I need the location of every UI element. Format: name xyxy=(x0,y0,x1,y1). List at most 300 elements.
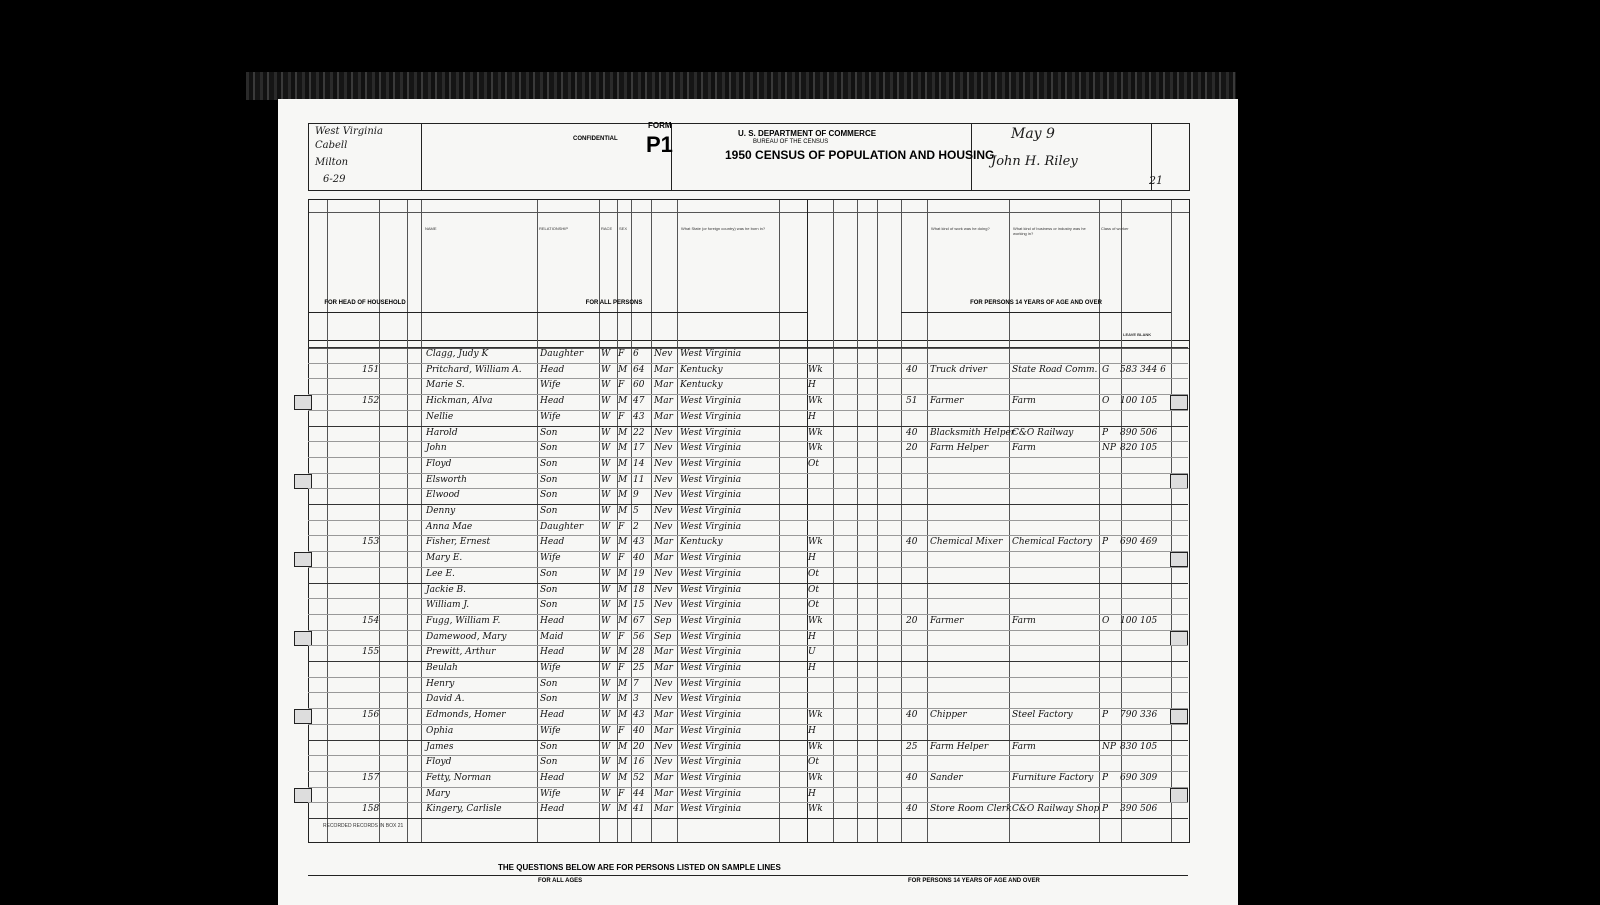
cell-sex: M xyxy=(618,615,628,626)
cell-hrs: 51 xyxy=(906,396,918,407)
cell-race: W xyxy=(601,647,611,658)
cell-age: 52 xyxy=(633,772,645,783)
cell-birth: West Virginia xyxy=(680,631,742,642)
cell-serial: 153 xyxy=(362,537,380,548)
cell-birth: Kentucky xyxy=(680,364,723,375)
cell-name: Floyd xyxy=(426,458,452,469)
row-rule xyxy=(308,740,1188,741)
cell-name: Lee E. xyxy=(426,568,455,579)
cell-rel: Son xyxy=(540,568,558,579)
cell-race: W xyxy=(601,506,611,516)
cell-age: 43 xyxy=(633,537,645,548)
cell-cls: O xyxy=(1102,615,1110,626)
cell-ind: Farm xyxy=(1012,443,1036,454)
cell-age: 7 xyxy=(633,678,639,689)
cell-rel: Son xyxy=(540,741,558,752)
cell-age: 20 xyxy=(633,741,645,752)
cell-ms: Mar xyxy=(654,411,673,422)
cell-ms: Mar xyxy=(654,710,673,721)
cell-name: Henry xyxy=(426,678,455,689)
cell-ms: Mar xyxy=(654,772,673,783)
cell-code: 100 105 xyxy=(1120,396,1158,407)
cell-ms: Mar xyxy=(654,553,673,564)
cell-birth: West Virginia xyxy=(680,349,742,359)
table-row xyxy=(308,474,1188,490)
table-row xyxy=(308,693,1188,709)
cell-birth: West Virginia xyxy=(680,710,742,721)
cell-hrs: 40 xyxy=(906,772,918,783)
cell-ms: Mar xyxy=(654,725,673,736)
row-rule xyxy=(308,708,1188,709)
sample-line-marker xyxy=(1170,631,1188,646)
col-head-relationship: RELATIONSHIP xyxy=(539,226,569,231)
sample-line-marker xyxy=(294,395,312,410)
row-rule xyxy=(308,692,1188,693)
cell-ms: Nev xyxy=(654,443,673,454)
cell-sex: M xyxy=(618,600,628,611)
cell-occ: Farmer xyxy=(930,615,964,626)
cell-ms: Mar xyxy=(654,804,673,815)
cell-birth: West Virginia xyxy=(680,474,742,485)
col-head-leave-blank: LEAVE BLANK xyxy=(1123,332,1152,337)
cell-name: Beulah xyxy=(426,663,458,673)
cell-name: Hickman, Alva xyxy=(426,396,493,407)
cell-race: W xyxy=(601,553,611,564)
cell-race: W xyxy=(601,725,611,736)
form-label: FORM xyxy=(648,121,672,130)
cell-ws: Ot xyxy=(808,568,819,579)
cell-birth: West Virginia xyxy=(680,600,742,611)
cell-name: Damewood, Mary xyxy=(426,631,507,642)
cell-sex: M xyxy=(618,647,628,658)
row-rule xyxy=(308,567,1188,568)
cell-name: Jackie B. xyxy=(426,584,467,595)
cell-ws: H xyxy=(808,631,816,642)
cell-cls: P xyxy=(1102,772,1109,783)
cell-sex: M xyxy=(618,506,628,516)
cell-race: W xyxy=(601,521,611,532)
cell-ind: Farm xyxy=(1012,741,1036,752)
col-head-race: RACE xyxy=(601,226,613,231)
cell-birth: West Virginia xyxy=(680,757,742,768)
enumerator-value: John H. Riley xyxy=(991,154,1078,169)
cell-ws: Ot xyxy=(808,584,819,595)
cell-race: W xyxy=(601,396,611,407)
cell-name: Elwood xyxy=(426,490,460,501)
cell-ws: Ot xyxy=(808,458,819,469)
cell-cls: G xyxy=(1102,364,1110,375)
bottom-note: RECORDED RECORDS IN BOX 21 xyxy=(323,823,404,829)
cell-hrs: 40 xyxy=(906,364,918,375)
cell-rel: Son xyxy=(540,506,558,516)
col-head-name: NAME xyxy=(425,226,437,231)
cell-birth: West Virginia xyxy=(680,490,742,501)
cell-name: Kingery, Carlisle xyxy=(426,804,502,815)
table-row xyxy=(308,395,1188,411)
cell-rel: Son xyxy=(540,757,558,768)
cell-race: W xyxy=(601,710,611,721)
cell-sex: M xyxy=(618,443,628,454)
row-rule xyxy=(308,363,1188,364)
cell-age: 40 xyxy=(633,553,645,564)
cell-sex: M xyxy=(618,474,628,485)
table-row xyxy=(308,379,1188,395)
cell-race: W xyxy=(601,600,611,611)
cell-hrs: 20 xyxy=(906,443,918,454)
cell-ms: Mar xyxy=(654,380,673,391)
cell-race: W xyxy=(601,380,611,391)
cell-ws: Wk xyxy=(808,443,823,454)
cell-birth: West Virginia xyxy=(680,506,742,516)
cell-race: W xyxy=(601,615,611,626)
cell-hrs: 25 xyxy=(906,741,918,752)
row-rule xyxy=(308,410,1188,411)
cell-name: Edmonds, Homer xyxy=(426,710,506,721)
cell-sex: M xyxy=(618,584,628,595)
cell-sex: F xyxy=(618,349,625,359)
cell-sex: F xyxy=(618,553,625,564)
cell-birth: West Virginia xyxy=(680,411,742,422)
row-rule xyxy=(308,677,1188,678)
cell-name: Mary xyxy=(426,788,450,799)
cell-ind: Steel Factory xyxy=(1012,710,1073,721)
cell-ms: Nev xyxy=(654,568,673,579)
row-rule xyxy=(308,488,1188,489)
table-row xyxy=(308,489,1188,505)
q-right-label: FOR PERSONS 14 YEARS OF AGE AND OVER xyxy=(908,878,1040,884)
table-row xyxy=(308,725,1188,741)
cell-ws: Ot xyxy=(808,757,819,768)
row-rule xyxy=(308,520,1188,521)
table-row xyxy=(308,505,1188,521)
cell-rel: Head xyxy=(540,710,565,721)
cell-ind: C&O Railway xyxy=(1012,427,1074,438)
cell-ms: Nev xyxy=(654,349,673,359)
cell-sex: M xyxy=(618,804,628,815)
enumerator-cell xyxy=(971,124,1152,190)
cell-cls: P xyxy=(1102,710,1109,721)
cell-rel: Son xyxy=(540,584,558,595)
cell-occ: Farmer xyxy=(930,396,964,407)
cell-sex: M xyxy=(618,458,628,469)
cell-cls: NP xyxy=(1102,741,1116,752)
cell-sex: M xyxy=(618,741,628,752)
cell-race: W xyxy=(601,631,611,642)
cell-race: W xyxy=(601,349,611,359)
table-row xyxy=(308,427,1188,443)
section-persons-14: FOR PERSONS 14 YEARS OF AGE AND OVER xyxy=(901,300,1171,313)
cell-occ: Sander xyxy=(930,772,963,783)
census-title: 1950 CENSUS OF POPULATION AND HOUSING xyxy=(725,148,995,162)
cell-code: 100 105 xyxy=(1120,615,1158,626)
row-rule xyxy=(308,473,1188,474)
cell-age: 19 xyxy=(633,568,645,579)
cell-hrs: 40 xyxy=(906,427,918,438)
cell-age: 15 xyxy=(633,600,645,611)
cell-serial: 151 xyxy=(362,364,380,375)
cell-sex: M xyxy=(618,772,628,783)
place-value: Milton xyxy=(315,157,349,168)
cell-race: W xyxy=(601,584,611,595)
cell-race: W xyxy=(601,443,611,454)
cell-rel: Son xyxy=(540,678,558,689)
cell-ms: Nev xyxy=(654,490,673,501)
cell-hrs: 40 xyxy=(906,537,918,548)
cell-rel: Daughter xyxy=(540,521,584,532)
col-head-sex: SEX xyxy=(619,226,628,231)
cell-ms: Sep xyxy=(654,615,672,626)
table-row xyxy=(308,646,1188,662)
cell-hrs: 40 xyxy=(906,710,918,721)
cell-ws: Wk xyxy=(808,537,823,548)
sample-line-marker xyxy=(294,474,312,489)
cell-birth: West Virginia xyxy=(680,584,742,595)
cell-rel: Son xyxy=(540,443,558,454)
cell-birth: West Virginia xyxy=(680,553,742,564)
row-rule xyxy=(308,457,1188,458)
cell-ind: Farm xyxy=(1012,396,1036,407)
col-head-occupation: What kind of work was he doing? xyxy=(931,226,990,231)
sample-line-marker xyxy=(1170,395,1188,410)
cell-race: W xyxy=(601,741,611,752)
cell-sex: F xyxy=(618,380,625,391)
cell-name: William J. xyxy=(426,600,470,611)
cell-rel: Maid xyxy=(540,631,564,642)
cell-ind: Chemical Factory xyxy=(1012,537,1093,548)
cell-ws: Ot xyxy=(808,600,819,611)
cell-birth: West Virginia xyxy=(680,678,742,689)
cell-age: 11 xyxy=(633,474,645,485)
state-value: West Virginia xyxy=(315,126,383,137)
cell-birth: West Virginia xyxy=(680,568,742,579)
cell-code: 820 105 xyxy=(1120,443,1158,454)
cell-ms: Nev xyxy=(654,694,673,705)
row-rule xyxy=(308,378,1188,379)
cell-birth: Kentucky xyxy=(680,537,723,548)
cell-ms: Nev xyxy=(654,474,673,485)
cell-age: 18 xyxy=(633,584,645,595)
cell-code: 830 105 xyxy=(1120,741,1158,752)
table-row xyxy=(308,662,1188,678)
table-row xyxy=(308,364,1188,380)
cell-cls: P xyxy=(1102,804,1109,815)
date-value: May 9 xyxy=(1011,126,1055,142)
cell-ws: H xyxy=(808,411,816,422)
cell-age: 44 xyxy=(633,788,645,799)
cell-ind: C&O Railway Shop xyxy=(1012,804,1100,815)
cell-birth: West Virginia xyxy=(680,427,742,438)
cell-ws: Wk xyxy=(808,741,823,752)
cell-sex: M xyxy=(618,757,628,768)
cell-ws: H xyxy=(808,663,816,673)
table-row xyxy=(308,599,1188,615)
cell-rel: Son xyxy=(540,694,558,705)
cell-code: 690 469 xyxy=(1120,537,1158,548)
questions-line: THE QUESTIONS BELOW ARE FOR PERSONS LISTED ON SAMPLE LINES xyxy=(498,863,781,872)
cell-birth: West Virginia xyxy=(680,458,742,469)
row-rule xyxy=(308,787,1188,788)
cell-rel: Son xyxy=(540,427,558,438)
form-code: P1 xyxy=(646,132,673,157)
cell-race: W xyxy=(601,427,611,438)
row-rule xyxy=(308,724,1188,725)
cell-age: 43 xyxy=(633,411,645,422)
sample-line-marker xyxy=(294,631,312,646)
cell-ws: H xyxy=(808,380,816,391)
cell-ms: Nev xyxy=(654,427,673,438)
cell-race: W xyxy=(601,568,611,579)
cell-age: 56 xyxy=(633,631,645,642)
cell-hrs: 40 xyxy=(906,804,918,815)
cell-age: 5 xyxy=(633,506,639,516)
cell-race: W xyxy=(601,804,611,815)
cell-ms: Nev xyxy=(654,584,673,595)
confidential-label: CONFIDENTIAL xyxy=(573,136,618,142)
cell-code: 890 506 xyxy=(1120,427,1158,438)
cell-ws: Wk xyxy=(808,427,823,438)
cell-ms: Mar xyxy=(654,537,673,548)
section-all-persons: FOR ALL PERSONS xyxy=(421,300,807,313)
cell-sex: F xyxy=(618,725,625,736)
sample-line-marker xyxy=(1170,474,1188,489)
scan-edge xyxy=(246,72,1236,100)
cell-sex: M xyxy=(618,537,628,548)
cell-age: 6 xyxy=(633,349,639,359)
cell-race: W xyxy=(601,458,611,469)
row-rule xyxy=(308,614,1188,615)
cell-ws: U xyxy=(808,647,816,658)
cell-rel: Wife xyxy=(540,663,561,673)
cell-birth: West Virginia xyxy=(680,804,742,815)
row-rule xyxy=(308,441,1188,442)
section-head-of-household: FOR HEAD OF HOUSEHOLD xyxy=(309,300,421,313)
row-rule xyxy=(308,661,1188,662)
cell-rel: Wife xyxy=(540,380,561,391)
cell-age: 9 xyxy=(633,490,639,501)
table-row xyxy=(308,411,1188,427)
row-rule xyxy=(308,755,1188,756)
cell-age: 25 xyxy=(633,663,645,673)
table-row xyxy=(308,788,1188,804)
cell-ws: Wk xyxy=(808,772,823,783)
sample-line-marker xyxy=(1170,709,1188,724)
cell-name: Harold xyxy=(426,427,458,438)
cell-rel: Son xyxy=(540,474,558,485)
cell-name: Denny xyxy=(426,506,456,516)
cell-ws: Wk xyxy=(808,804,823,815)
cell-name: James xyxy=(426,741,454,752)
cell-age: 67 xyxy=(633,615,645,626)
row-rule xyxy=(308,394,1188,395)
cell-birth: West Virginia xyxy=(680,615,742,626)
cell-cls: P xyxy=(1102,537,1109,548)
cell-serial: 152 xyxy=(362,396,380,407)
cell-age: 22 xyxy=(633,427,645,438)
cell-birth: West Virginia xyxy=(680,443,742,454)
cell-name: Floyd xyxy=(426,757,452,768)
table-row xyxy=(308,536,1188,552)
table-row xyxy=(308,756,1188,772)
cell-birth: West Virginia xyxy=(680,772,742,783)
col-head-birthplace: What State (or foreign country) was he born in? xyxy=(681,226,766,231)
cell-birth: Kentucky xyxy=(680,380,723,391)
cell-name: Mary E. xyxy=(426,553,463,564)
cell-ms: Mar xyxy=(654,364,673,375)
cell-race: W xyxy=(601,474,611,485)
row-rule xyxy=(308,771,1188,772)
cell-ms: Nev xyxy=(654,506,673,516)
cell-race: W xyxy=(601,772,611,783)
cell-serial: 158 xyxy=(362,804,380,815)
cell-rel: Head xyxy=(540,364,565,375)
cell-ws: Wk xyxy=(808,710,823,721)
cell-sex: M xyxy=(618,694,628,705)
cell-sex: M xyxy=(618,364,628,375)
cell-age: 40 xyxy=(633,725,645,736)
sample-line-marker xyxy=(294,552,312,567)
cell-name: John xyxy=(426,443,447,454)
table-row xyxy=(308,772,1188,788)
cell-rel: Daughter xyxy=(540,349,584,359)
cell-rel: Son xyxy=(540,490,558,501)
cell-ms: Mar xyxy=(654,788,673,799)
cell-rel: Head xyxy=(540,772,565,783)
table-row xyxy=(308,568,1188,584)
table-row xyxy=(308,348,1188,364)
cell-age: 28 xyxy=(633,647,645,658)
cell-cls: P xyxy=(1102,427,1109,438)
cell-code: 390 506 xyxy=(1120,804,1158,815)
cell-sex: F xyxy=(618,521,625,532)
cell-race: W xyxy=(601,364,611,375)
row-rule xyxy=(308,347,1188,348)
cell-ms: Nev xyxy=(654,521,673,532)
cell-sex: M xyxy=(618,678,628,689)
cell-name: Fetty, Norman xyxy=(426,772,492,783)
sample-line-marker xyxy=(1170,552,1188,567)
cell-birth: West Virginia xyxy=(680,663,742,673)
cell-rel: Wife xyxy=(540,725,561,736)
row-rule xyxy=(308,535,1188,536)
cell-hrs: 20 xyxy=(906,615,918,626)
row-rule xyxy=(308,426,1188,427)
cell-occ: Farm Helper xyxy=(930,443,989,454)
cell-rel: Son xyxy=(540,600,558,611)
cell-ws: Wk xyxy=(808,364,823,375)
cell-sex: F xyxy=(618,411,625,422)
cell-sex: F xyxy=(618,788,625,799)
cell-cls: O xyxy=(1102,396,1110,407)
sample-line-marker xyxy=(294,709,312,724)
sample-line-marker xyxy=(1170,788,1188,803)
cell-ms: Nev xyxy=(654,458,673,469)
cell-rel: Son xyxy=(540,458,558,469)
cell-name: Ophia xyxy=(426,725,454,736)
cell-rel: Wife xyxy=(540,553,561,564)
cell-age: 2 xyxy=(633,521,639,532)
table-row xyxy=(308,615,1188,631)
cell-rel: Wife xyxy=(540,788,561,799)
cell-name: Prewitt, Arthur xyxy=(426,647,496,658)
cell-serial: 157 xyxy=(362,772,380,783)
sample-line-marker xyxy=(294,788,312,803)
cell-sex: M xyxy=(618,427,628,438)
table-row xyxy=(308,552,1188,568)
col-head-industry: What kind of business or industry was he working in? xyxy=(1013,226,1086,236)
row-rule xyxy=(308,645,1188,646)
ed-value: 6-29 xyxy=(323,174,346,185)
cell-birth: West Virginia xyxy=(680,741,742,752)
